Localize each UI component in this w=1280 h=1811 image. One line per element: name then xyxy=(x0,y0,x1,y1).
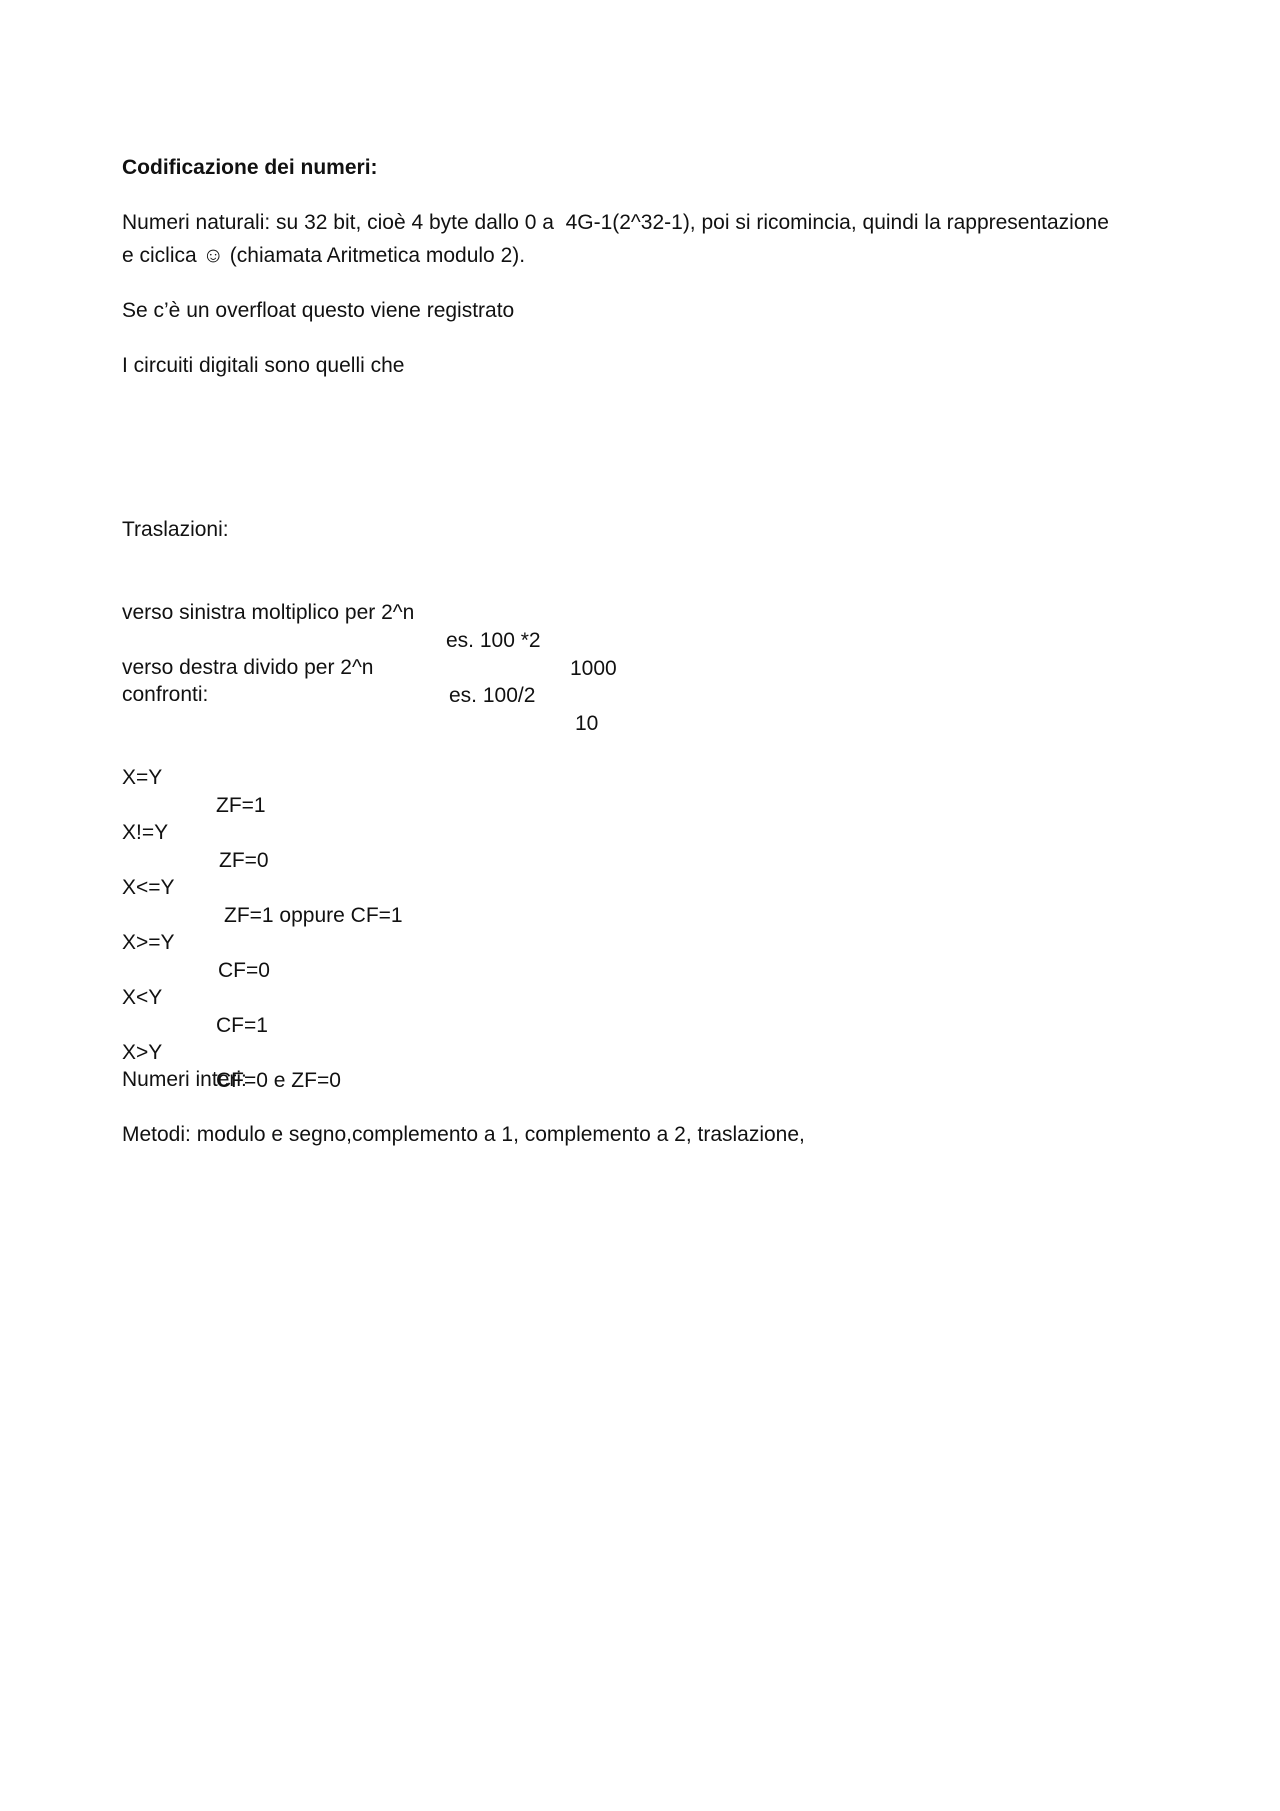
comparison-flags: ZF=1 xyxy=(216,794,266,817)
metodi-paragraph: Metodi: modulo e segno,complemento a 1, complemento a 2, traslazione, xyxy=(122,1123,805,1146)
confronti-heading: confronti: xyxy=(122,683,209,706)
comparison-relation: X!=Y xyxy=(122,821,169,844)
comparison-relation: X<Y xyxy=(122,986,163,1009)
shift-result: 1000 xyxy=(570,657,617,680)
shift-result: 10 xyxy=(575,712,599,735)
comparison-flags: ZF=1 oppure CF=1 xyxy=(224,904,403,927)
shift-example: es. 100 *2 xyxy=(446,629,541,652)
comparison-row xyxy=(122,901,622,982)
comparison-flags: CF=0 e ZF=0 xyxy=(216,1069,341,1092)
comparison-relation: X>Y xyxy=(122,1041,163,1064)
comparison-relation: X=Y xyxy=(122,766,163,789)
comparison-flags: CF=1 xyxy=(216,1014,268,1037)
comparison-row xyxy=(122,846,622,927)
traslazioni-heading: Traslazioni: xyxy=(122,518,229,541)
naturali-line-1: Numeri naturali: su 32 bit, cioè 4 byte dallo 0 a 4G-1(2^32-1), poi si ricomincia, quindi la rappresentazione xyxy=(122,211,1109,234)
circuiti-paragraph: I circuiti digitali sono quelli che xyxy=(122,354,405,377)
shift-desc: verso destra divido per 2^n xyxy=(122,656,374,679)
shift-desc: verso sinistra moltiplico per 2^n xyxy=(122,601,415,624)
comparison-flags: CF=0 xyxy=(218,959,270,982)
comparison-row xyxy=(122,736,622,817)
interi-heading: Numeri interi: xyxy=(122,1068,247,1091)
comparison-relation: X<=Y xyxy=(122,876,175,899)
overflow-paragraph: Se c’è un overfloat questo viene registrato xyxy=(122,299,515,322)
document-heading: Codificazione dei numeri: xyxy=(122,156,378,179)
comparison-flags: ZF=0 xyxy=(219,849,269,872)
comparison-row xyxy=(122,791,622,872)
comparison-relation: X>=Y xyxy=(122,931,175,954)
shift-example: es. 100/2 xyxy=(449,684,536,707)
comparison-row xyxy=(122,956,622,1037)
naturali-line-2: e ciclica ☺ (chiamata Aritmetica modulo 2). xyxy=(122,244,526,267)
